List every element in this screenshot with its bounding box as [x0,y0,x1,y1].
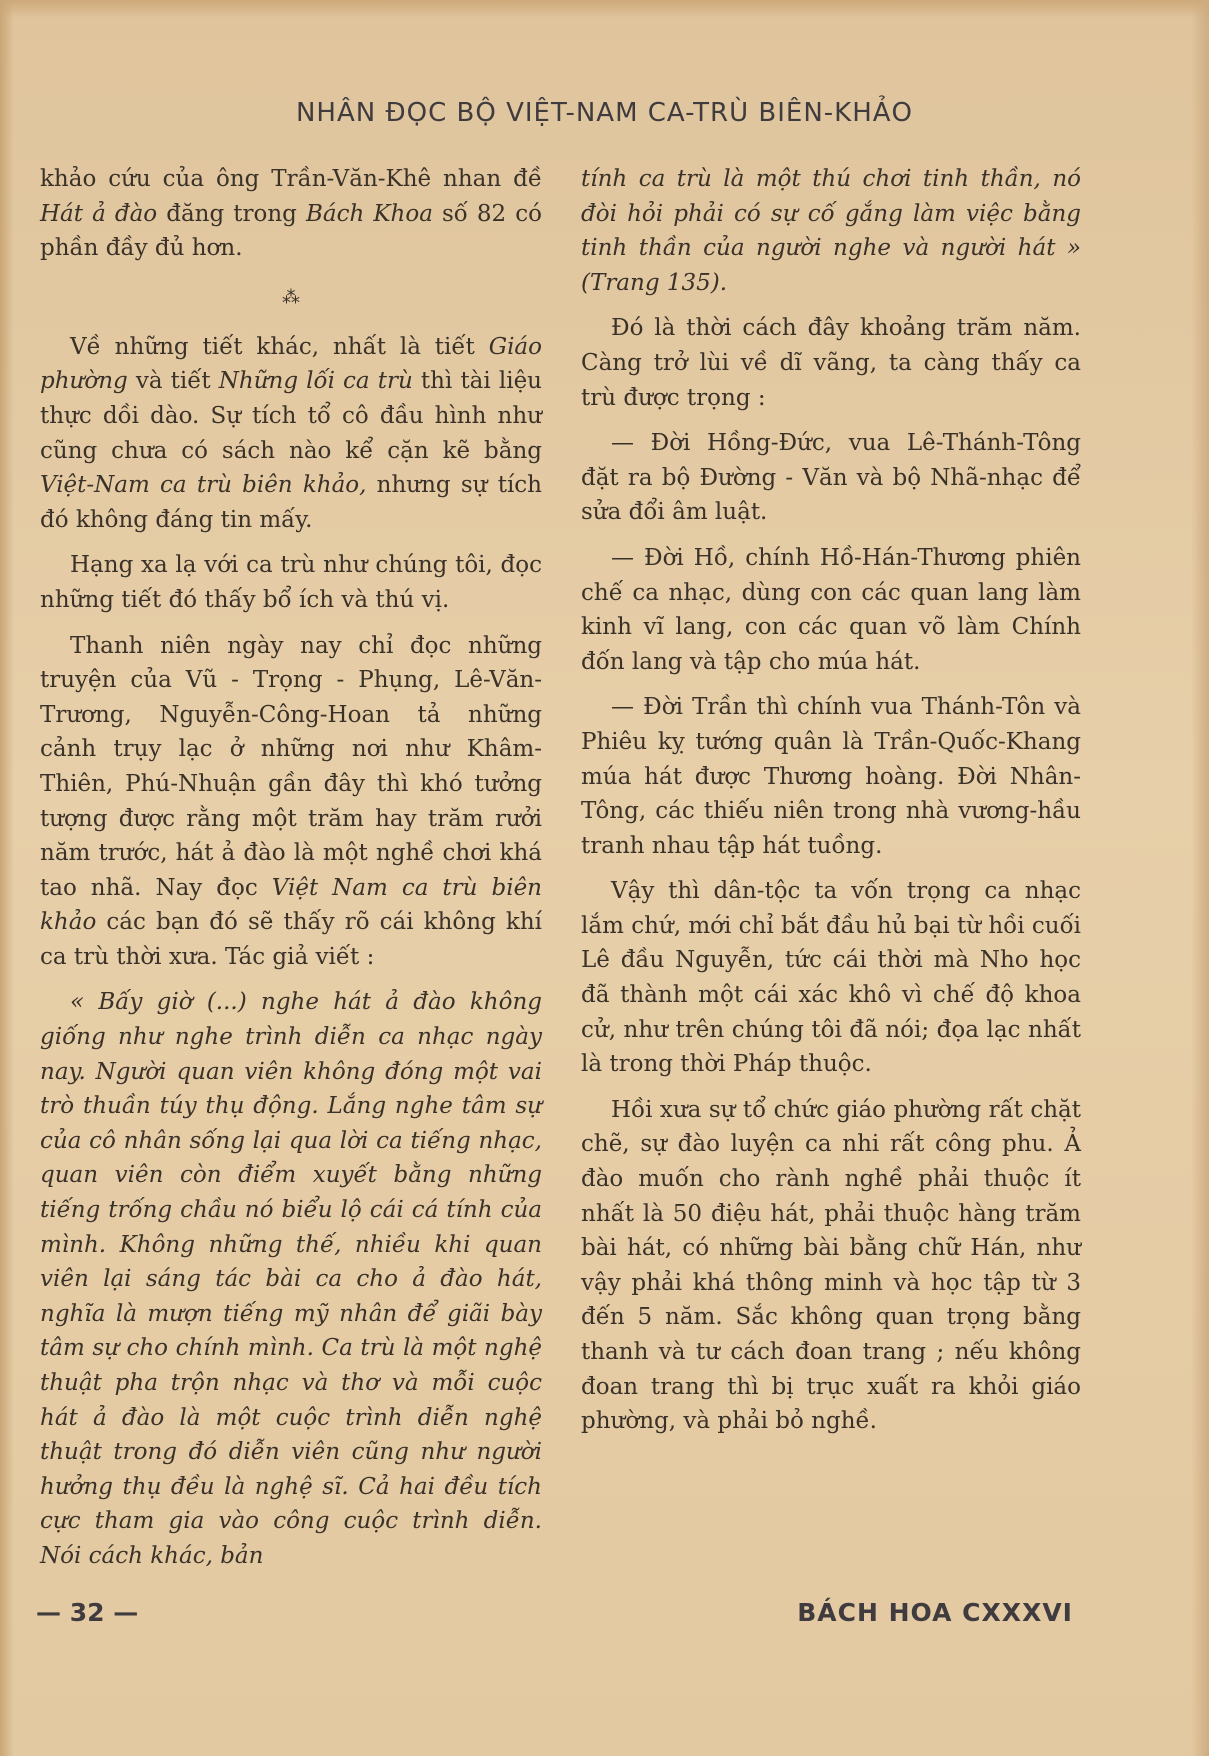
page-number: — 32 — [36,1598,139,1627]
text-run: nhưng sự tích đó không đáng tin mấy. [40,472,542,533]
left-paragraph-1 [40,162,542,266]
right-paragraph-2: Đó là thời cách đây khoảng trăm năm. Càng trở lùi về dĩ vãng, ta càng thấy ca trù được trọng : [581,315,1081,411]
italic-title: Việt-Nam ca trù biên khảo, [40,472,367,499]
left-column [40,162,542,1574]
running-title: NHÂN ĐỌC BỘ VIỆT-NAM CA-TRÙ BIÊN-KHẢO [295,98,913,128]
right-column [581,162,1081,1439]
left-paragraph-4 [40,629,542,975]
text-run: các bạn đó sẽ thấy rõ cái không khí ca trù thời xưa. Tác giả viết : [40,909,542,970]
left-paragraph-2 [40,330,542,538]
right-paragraph-6: Vậy thì dân-tộc ta vốn trọng ca nhạc lắm chứ, mới chỉ bắt đầu hủ bại từ hồi cuối Lê đầu Nguyễn, tức cái thời mà Nho học đã thành một cái xác khô vì chế độ khoa cử, như trên chúng tôi đã nói; đọa lạc nhất là trong thời Pháp thuộc. [581,878,1082,1078]
text-run: thì tài liệu thực dồi dào. Sự tích tổ cô đầu hình như cũng chưa có sách nào kể cặn kẽ bằng [40,368,542,464]
italic-title: Giáo phường [40,333,542,395]
italic-title: Việt Nam ca trù biên khảo [40,874,542,936]
text-run: số 82 có phần đầy đủ hơn. [40,200,542,262]
right-paragraph-4: — Đời Hồ, chính Hồ-Hán-Thương phiên chế ca nhạc, dùng con các quan lang làm kinh vĩ lang, con các quan võ làm Chính đốn lang và tập cho múa hát. [581,544,1081,675]
page-edge-shadow-right [1191,0,1209,1756]
right-paragraph-3: — Đời Hồng-Đức, vua Lê-Thánh-Tông đặt ra bộ Đường - Văn và bộ Nhã-nhạc để sửa đổi âm luật. [581,430,1081,526]
text-run: Về những tiết khác, nhất là tiết [70,333,489,360]
text-run: và tiết [127,368,219,395]
left-quotation: « Bấy giờ (...) nghe hát ả đào không giống như nghe trình diễn ca nhạc ngày nay. Người quan viên không đóng một vai trò thuần túy thụ động. Lắng nghe tâm sự của cô nhân sống lại qua lời ca tiếng nhạc, quan viên còn điểm xuyết bằng những tiếng trống chầu nó biểu lộ cái cá tính của mình. Không những thế, nhiều khi quan viên lại sáng tác bài ca cho ả đào hát, nghĩa là mượn tiếng mỹ nhân để giãi bày tâm sự cho chính mình. Ca trù là một nghệ thuật pha trộn nhạc và thơ và mỗi cuộc hát ả đào là một cuộc trình diễn nghệ thuật trong đó diễn viên cũng như người hưởng thụ đều là nghệ sĩ. Cả hai đều tích cực tham gia vào công cuộc trình diễn. Nói cách khác, bản [40,989,542,1569]
italic-title: Bách Khoa [305,200,433,227]
right-quotation-end: tính ca trù là một thú chơi tinh thần, nó đòi hỏi phải có sự cố gắng làm việc bằng tinh thần của người nghe và người hát » (Trang 135). [581,166,1081,296]
right-paragraph-5: — Đời Trần thì chính vua Thánh-Tôn và Phiêu kỵ tướng quân là Trần-Quốc-Khang múa hát được Thương hoàng. Đời Nhân-Tông, các thiếu niên trong nhà vương-hầu tranh nhau tập hát tuồng. [581,694,1081,859]
magazine-issue: BÁCH HOA CXXXVI [797,1598,1073,1627]
left-paragraph-3: Hạng xa lạ với ca trù như chúng tôi, đọc những tiết đó thấy bổ ích và thú vị. [40,552,542,613]
section-ornament: ⁂ [282,286,300,308]
right-paragraph-7: Hồi xưa sự tổ chức giáo phường rất chặt chẽ, sự đào luyện ca nhi rất công phu. Ả đào muốn cho rành nghề phải thuộc ít nhất là 50 điệu hát, phải thuộc hàng trăm bài hát, có những bài bằng chữ Hán, như vậy phải khá thông minh và học tập từ 3 đến 5 năm. Sắc không quan trọng bằng thanh và tư cách đoan trang ; nếu không đoan trang thì bị trục xuất ra khỏi giáo phường, và phải bỏ nghề. [581,1096,1081,1435]
italic-title: Những lối ca trù [218,368,413,395]
text-run: Thanh niên ngày nay chỉ đọc những truyện của Vũ - Trọng - Phụng, Lê-Văn-Trương, Nguyễn-Công-Hoan tả những cảnh trụy lạc ở những nơi như Khâm-Thiên, Phú-Nhuận gần đây thì khó tưởng tượng được rằng một trăm hay trăm rưởi năm trước, hát ả đào là một nghề chơi khá tao nhã. Nay đọc [40,632,542,901]
text-run: khảo cứu của ông Trần-Văn-Khê nhan đề [40,166,542,192]
page-edge-shadow-left [0,0,14,1756]
italic-title: Hát ả đào [40,200,158,227]
page-edge-shadow-top [0,0,1209,18]
text-run: đăng trong [157,200,306,227]
